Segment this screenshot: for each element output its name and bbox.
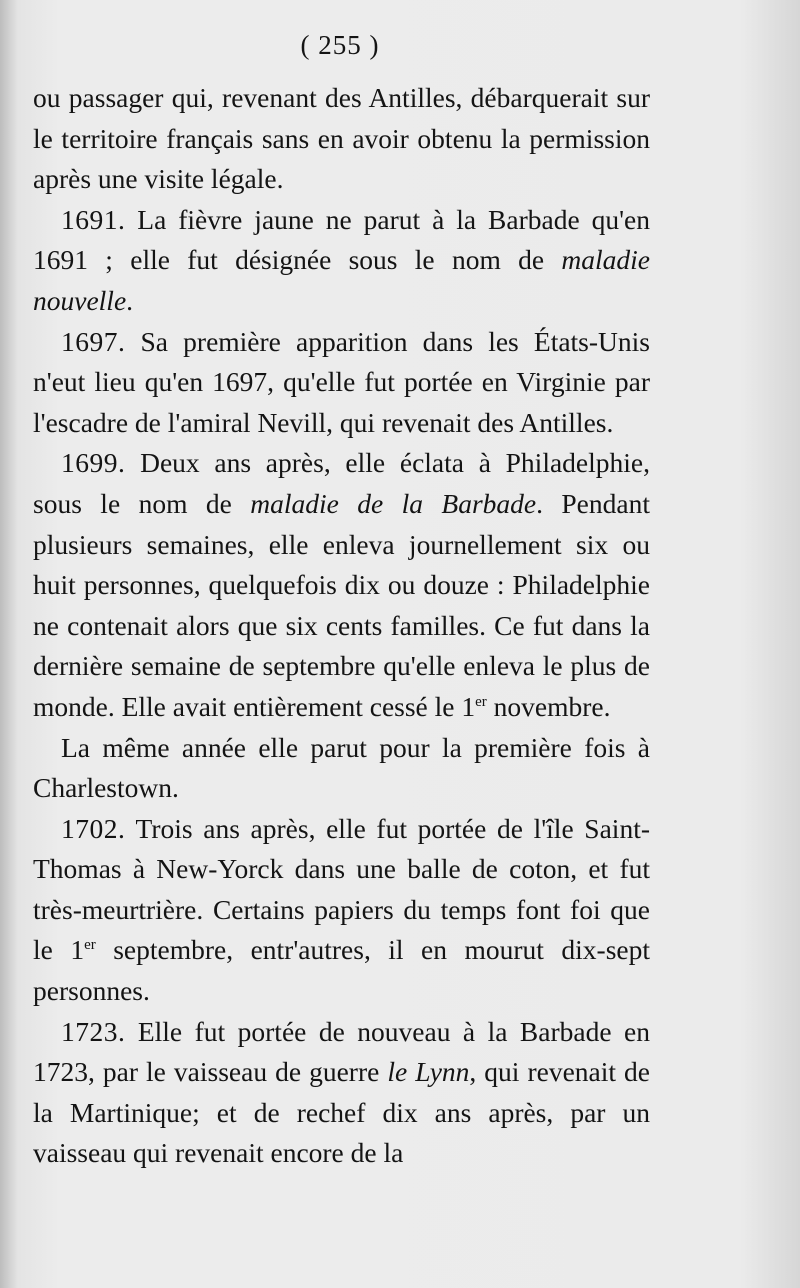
year-heading: 1723. xyxy=(61,1015,126,1047)
text-run: septembre, entr'autres, il en mourut dix-sept personnes. xyxy=(33,934,650,1007)
text-run: Elle fut portée de nouveau à la Barbade en 1723, par le vaisseau de guerre xyxy=(33,1015,650,1088)
text-run: , qui revenait de la Martinique; et de rechef dix ans après, par un vaisseau qui revenait encore de la xyxy=(33,1056,651,1169)
body-text xyxy=(33,78,650,1174)
paragraph xyxy=(33,322,650,444)
text-run: Trois ans après, elle fut portée de l'île Saint-Thomas à New-Yorck dans une balle de coton, et fut très-meurtrière. Certains papiers du temps font foi que le 1 xyxy=(33,812,650,966)
ordinal-superscript: er xyxy=(84,937,96,954)
text-run: . xyxy=(126,284,134,316)
text-run: . Pendant plusieurs semaines, elle enleva journellement six ou huit personnes, quelquefois dix ou douze : Philadelphie ne contenait alors que six cents familles. Ce fut dans la dernière semaine de septembre qu'elle enleva le plus de monde. Elle avait entièrement cessé le 1 xyxy=(33,487,650,722)
paragraph xyxy=(33,1012,650,1174)
italic-phrase: maladie de la Barbade xyxy=(250,487,537,519)
text-run: ou passager qui, revenant des Antilles, débarquerait sur le territoire français sans en avoir obtenu la permission après une visite légale. xyxy=(33,82,650,195)
paragraph xyxy=(33,809,650,1012)
text-run: La fièvre jaune ne parut à la Barbade qu'en 1691 ; elle fut désignée sous le nom de xyxy=(33,203,650,276)
year-heading: 1691. xyxy=(61,203,126,235)
ordinal-superscript: er xyxy=(475,693,487,710)
page-number: ( 255 ) xyxy=(300,30,380,60)
year-heading: 1697. xyxy=(61,325,126,357)
paragraph xyxy=(33,443,650,727)
year-heading: 1699. xyxy=(61,447,126,479)
text-run: Deux ans après, elle éclata à Philadelphie, sous le nom de xyxy=(33,447,650,519)
paragraph xyxy=(33,728,650,809)
text-run: La même année elle parut pour la première fois à Charlestown. xyxy=(33,731,650,804)
year-heading: 1702. xyxy=(61,812,126,844)
text-run: Sa première apparition dans les États-Unis n'eut lieu qu'en 1697, qu'elle fut portée en Virginie par l'escadre de l'amiral Nevill, qui revenait des Antilles. xyxy=(33,325,650,438)
italic-phrase: maladie nouvelle xyxy=(33,244,650,316)
paragraph xyxy=(33,200,650,322)
italic-phrase: le Lynn xyxy=(387,1056,470,1088)
text-run: novembre. xyxy=(486,690,611,722)
paragraph xyxy=(33,78,650,200)
